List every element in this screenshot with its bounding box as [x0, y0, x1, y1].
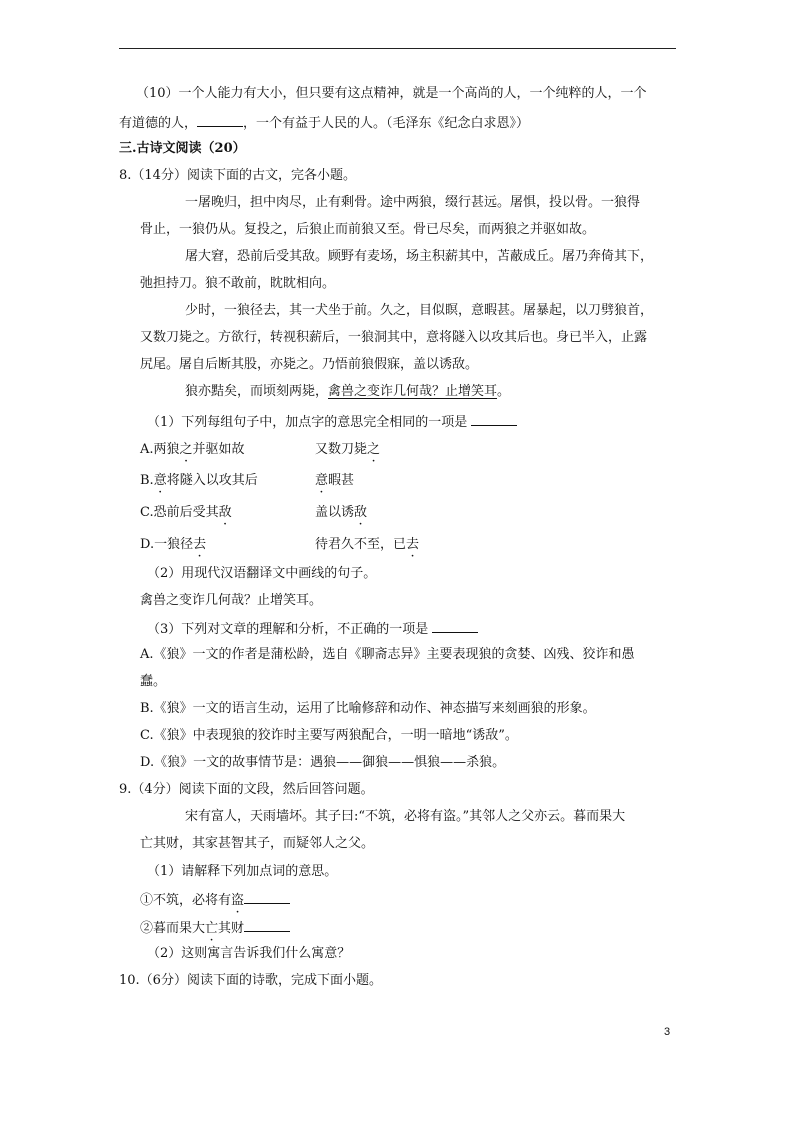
- passage-line: 又数刀毙之。方欲行，转视积薪后，一狼洞其中，意将隧入以攻其后也。身已半入，止露: [140, 330, 648, 345]
- section-3-heading: 三.古诗文阅读（20）: [119, 141, 246, 156]
- question-8-2: （2）用现代汉语翻译文中画线的句子。: [147, 566, 377, 581]
- passage-line: 少时，一狼径去，其一犬坐于前。久之，目似瞑，意暇甚。屠暴起，以刀劈狼首，: [185, 303, 654, 318]
- answer-blank[interactable]: [432, 620, 478, 633]
- question-9-1-item-2: ②暮而果大亡其财: [140, 919, 290, 937]
- answer-blank[interactable]: [244, 891, 290, 904]
- option-c-second: 盖以诱敌: [315, 505, 368, 520]
- passage-line-underlined: 狼亦黠矣，而顷刻两毙，禽兽之变诈几何哉？止增笑耳。: [185, 384, 511, 399]
- passage-line: 宋有富人，天雨墙坏。其子曰:“不筑，必将有盗。”其邻人之父亦云。暮而果大: [185, 809, 626, 824]
- option-a-first: A.两狼之并驱如故: [140, 442, 245, 457]
- option-d-second: 待君久不至，已去: [315, 537, 420, 552]
- question-9-1-item-1: ①不筑，必将有盗: [140, 891, 290, 909]
- option-c-first: C.恐前后受其敌: [140, 505, 232, 520]
- question-9-1: （1）请解释下列加点词的意思。: [147, 864, 338, 879]
- option-d-first: D.一狼径去: [140, 537, 207, 552]
- option-3b: B.《狼》一文的语言生动，运用了比喻修辞和动作、神态描写来刻画狼的形象。: [140, 701, 596, 716]
- passage-line: 尻尾。屠自后断其股，亦毙之。乃悟前狼假寐，盖以诱敌。: [140, 357, 479, 372]
- question-9-prompt: 9.（4分）阅读下面的文段，然后回答问题。: [119, 782, 374, 797]
- option-b-second: 意暇甚: [315, 473, 355, 488]
- question-8-3: （3）下列对文章的理解和分析，不正确的一项是: [147, 620, 478, 638]
- question-8-prompt: 8.（14分）阅读下面的古文，完各小题。: [119, 168, 356, 183]
- answer-blank[interactable]: [471, 413, 517, 426]
- answer-blank[interactable]: [197, 114, 243, 127]
- option-3a-line-2: 蠢。: [140, 674, 167, 689]
- passage-line: 屠大窘，恐前后受其敌。顾野有麦场，场主积薪其中，苫蔽成丘。屠乃奔倚其下，: [185, 249, 654, 264]
- option-b-first: B.意将隧入以攻其后: [140, 473, 258, 488]
- passage-line: 亡其财，其家甚智其子，而疑邻人之父。: [140, 836, 375, 851]
- passage-line: 一屠晚归，担中肉尽，止有剩骨。途中两狼，缀行甚远。屠惧，投以骨。一狼得: [185, 195, 641, 210]
- option-3a-line-1: A.《狼》一文的作者是蒲松龄，选自《聊斋志异》主要表现狼的贪婪、凶残、狡诈和愚: [140, 647, 635, 662]
- underlined-sentence: 禽兽之变诈几何哉？止增笑耳: [328, 384, 498, 399]
- question-9-2: （2）这则寓言告诉我们什么寓意？: [147, 946, 351, 961]
- passage-line: 弛担持刀。狼不敢前，眈眈相向。: [140, 276, 336, 291]
- answer-blank[interactable]: [244, 919, 290, 932]
- question-10-prompt: 10.（6分）阅读下面的诗歌，完成下面小题。: [119, 973, 382, 988]
- question-8-2-sentence: 禽兽之变诈几何哉？止增笑耳。: [140, 593, 323, 608]
- page-number: 3: [664, 1026, 671, 1038]
- option-3c: C.《狼》中表现狼的狡诈时主要写两狼配合，一明一暗地“诱敌”。: [140, 728, 518, 743]
- passage-line: 骨止，一狼仍从。复投之，后狼止而前狼又至。骨已尽矣，而两狼之并驱如故。: [140, 222, 596, 237]
- item-10-line-1: （10）一个人能力有大小，但只要有这点精神，就是一个高尚的人，一个纯粹的人，一个: [136, 86, 647, 101]
- item-10-line-2: 有道德的人， ，一个有益于人民的人。（毛泽东《纪念白求恩》）: [119, 116, 530, 131]
- option-a-second: 又数刀毙之: [315, 442, 381, 457]
- question-8-1: （1）下列每组句子中，加点字的意思完全相同的一项是: [147, 413, 517, 431]
- option-3d: D.《狼》一文的故事情节是：遇狼——御狼——惧狼——杀狼。: [140, 755, 506, 770]
- header-rule: [119, 48, 676, 49]
